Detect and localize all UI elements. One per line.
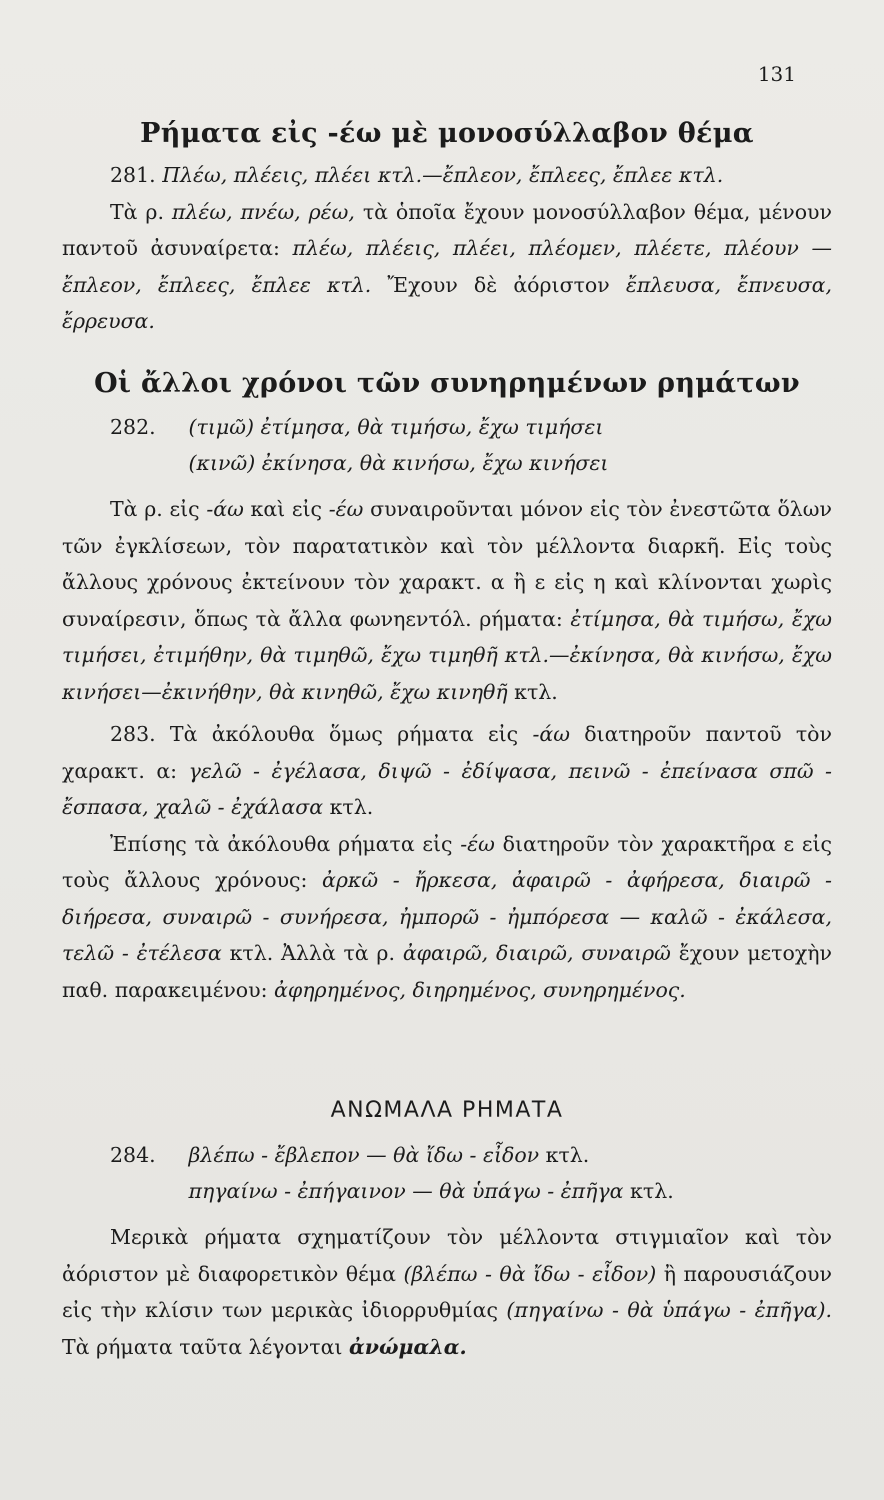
text: συναιροῦνται μόνον εἰς τὸν ἐνεστῶτα ὅλων τῶν ἐγκλίσεων, τὸν παρατατικὸν καὶ τὸν μέλλοντα διαρκῆ. Εἰς τοὺς ἄλλους χρόνους ἐκτείνουν τὸν χαρακτ. α ἢ ε εἰς η καὶ κλίνονται χωρὶς συναίρεσιν, ὅπως τὰ ἄλλα φωνηεντόλ. ρήματα: [62, 497, 832, 631]
example-ending: -έω [460, 831, 495, 856]
section-monosyllabic-verbs [62, 118, 832, 340]
text: Τὰ ρήματα ταῦτα λέγονται [62, 1334, 343, 1359]
paragraph-282-body [62, 491, 832, 710]
example-forms: γελῶ - ἐγέλασα, διψῶ - ἐδίψασα, πεινῶ - ἐπείνασα σπῶ - ἔσπασα, χαλῶ - ἐχάλασα [62, 758, 832, 819]
paragraph-284-table [62, 1137, 832, 1209]
example-forms: πλέω, πλέεις, πλέει, πλέομεν, πλέετε, πλέουν — ἔπλεον, ἔπλεες, ἔπλεε κτλ. [62, 236, 832, 297]
example-forms: πλέω, πνέω, ρέω, [171, 199, 355, 224]
text: Τὰ ρ. [110, 199, 164, 224]
paragraph-283 [62, 716, 832, 826]
paragraph-number: 284. [110, 1143, 156, 1167]
text: διατηροῦν παντοῦ τὸν χαρακτ. α: [62, 722, 832, 783]
text: διατηροῦν τὸν χαρακτῆρα ε εἰς τοὺς ἄλλους χρόνους: [62, 831, 832, 892]
example-forms: (βλέπω - θὰ ἴδω - εἶδον) [403, 1261, 657, 1286]
text: τὰ ὁποῖα ἔχουν μονοσύλλαβον θέμα, μένουν παντοῦ ἀσυναίρετα: [62, 199, 832, 260]
text: κτλ. Ἀλλὰ τὰ ρ. [229, 941, 396, 965]
text: Τὰ ἀκόλουθα ὅμως ρήματα εἰς [169, 722, 519, 746]
emphasized-term: ἀνώμαλα. [349, 1334, 467, 1359]
text: Μερικὰ ρήματα σχηματίζουν τὸν μέλλοντα στιγμιαῖον καὶ τὸν ἀόριστον μὲ διαφορετικὸν θέμα [62, 1225, 832, 1286]
section-heading: Ρήματα εἰς -έω μὲ μονοσύλλαβον θέμα [140, 118, 754, 149]
section-irregular-verbs [62, 1098, 832, 1365]
text: ἢ παρουσιάζουν εἰς τὴν κλίσιν των μερικὰς ἰδιορρυθμίας [62, 1261, 832, 1322]
section-heading: ΑΝΩΜΑΛΑ ΡΗΜΑΤΑ [330, 1098, 564, 1123]
page-number: 131 [757, 62, 796, 86]
example-forms: ἐτίμησα, θὰ τιμήσω, ἔχω τιμήσει, ἐτιμήθην, θὰ τιμηθῶ, ἔχω τιμηθῆ κτλ.—ἐκίνησα, θὰ κινήσω, ἔχω κινήσει—ἐκινήθην, θὰ κινηθῶ, ἔχω κινηθῆ [62, 606, 832, 704]
text: Ἐπίσης τὰ ἀκόλουθα ρήματα εἰς [110, 831, 453, 856]
example-forms: ἀφηρημένος, διηρημένος, συνηρημένος. [274, 977, 686, 1002]
text: Τὰ ρ. εἰς [110, 497, 200, 521]
text: κτλ. [329, 795, 374, 819]
text: καὶ εἰς [250, 497, 323, 521]
paragraph-number: 282. [110, 415, 156, 439]
text: ἔχουν μετοχὴν παθ. παρακειμένου: [62, 941, 832, 1002]
example-forms: ἔπλευσα, ἔπνευσα, ἔρρευσα. [62, 272, 832, 333]
example-forms: Πλέω, πλέεις, πλέει κτλ.—ἔπλεον, ἔπλεες, ἔπλεε κτλ. [162, 163, 724, 187]
example-ending: -άω [206, 497, 244, 521]
paragraph-number: 283. [110, 722, 156, 746]
paragraph-281-body [62, 194, 832, 340]
paragraph-281 [62, 157, 832, 194]
section-contracted-verbs [62, 368, 832, 1008]
example-ending: -άω [532, 722, 570, 746]
example-forms: (πηγαίνω - θὰ ὑπάγω - ἐπῆγα). [506, 1298, 832, 1322]
conjugation-line [62, 445, 832, 481]
text: κτλ. [545, 1143, 590, 1167]
example-ending: -έω [328, 497, 364, 521]
example-forms: πηγαίνω - ἐπήγαινον — θὰ ὑπάγω - ἐπῆγα [188, 1179, 624, 1203]
text: Ἔχουν δὲ ἀόριστον [387, 272, 610, 297]
paragraph-number: 281. [110, 163, 156, 187]
example-forms: ἀρκῶ - ἤρκεσα, ἀφαιρῶ - ἀφήρεσα, διαιρῶ - διήρεσα, συναιρῶ - συνήρεσα, ἠμπορῶ - ἠμπόρεσα — καλῶ - ἐκάλεσα, τελῶ - ἐτέλεσα [62, 868, 832, 965]
example-forms: (τιμῶ) ἐτίμησα, θὰ τιμήσω, ἔχω τιμήσει [188, 415, 604, 439]
section-heading: Οἱ ἄλλοι χρόνοι τῶν συνηρημένων ρημάτων [94, 368, 800, 399]
paragraph-283-continued [62, 826, 832, 1009]
paragraph-282-table [62, 409, 832, 481]
example-forms: βλέπω - ἔβλεπον — θὰ ἴδω - εἶδον [188, 1143, 540, 1167]
conjugation-line [62, 409, 832, 445]
conjugation-line [62, 1137, 832, 1173]
text: κτλ. [514, 679, 558, 704]
paragraph-284-body [62, 1219, 832, 1365]
example-forms: (κινῶ) ἐκίνησα, θὰ κινήσω, ἔχω κινήσει [188, 451, 609, 475]
conjugation-line [62, 1173, 832, 1209]
example-forms: ἀφαιρῶ, διαιρῶ, συναιρῶ [402, 941, 671, 965]
text: κτλ. [630, 1179, 674, 1203]
